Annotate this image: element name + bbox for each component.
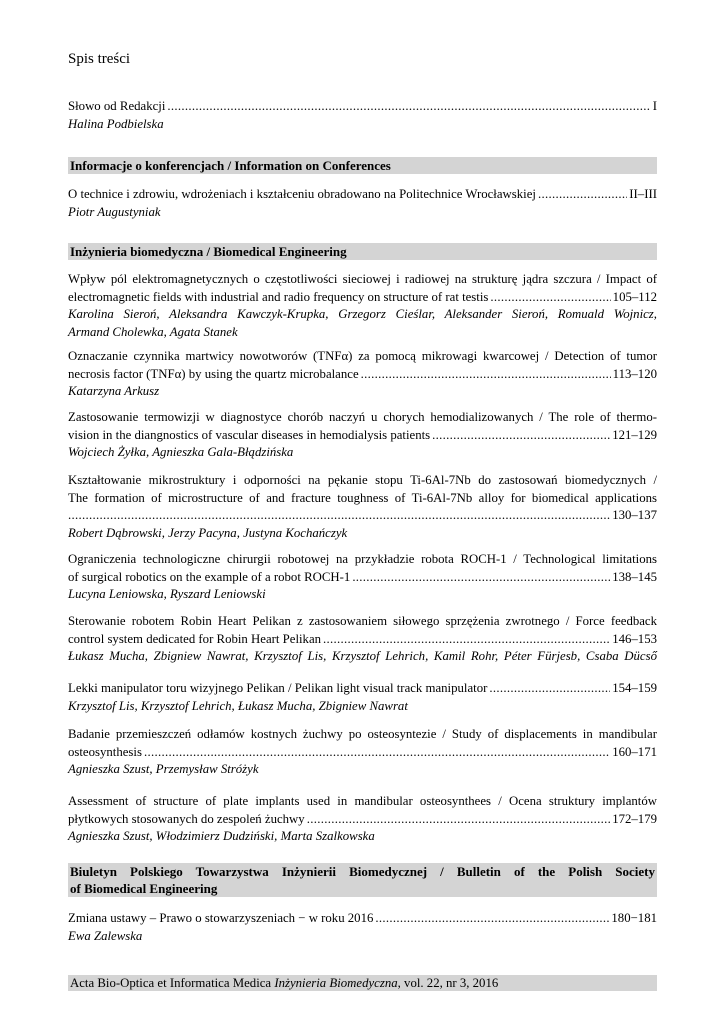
dot-leader (432, 427, 610, 445)
entry-title-line-1: Sterowanie robotem Robin Heart Pelikan z zastosowaniem siłowego sprzężenia zwrotnego / Force feedback (68, 614, 657, 628)
entry-authors: Halina Podbielska (68, 116, 164, 131)
entry-pages: 180−181 (611, 911, 657, 925)
toc-entry-intro[interactable] (68, 98, 657, 133)
dot-leader (323, 631, 610, 649)
entry-title-line-1: Kształtowanie mikrostruktury i odporności na pękanie stopu Ti-6Al-7Nb do zastosowań biomedycznych / (68, 473, 657, 487)
toc-entry-article-1[interactable] (68, 271, 657, 341)
entry-pages: 105–112 (612, 289, 657, 304)
entry-title-line-2: necrosis factor (TNFα) by using the quartz microbalance (68, 366, 359, 381)
entry-authors: Ewa Zalewska (68, 928, 143, 943)
entry-pages: 160–171 (612, 744, 657, 759)
toc-entry-bulletin[interactable] (68, 910, 657, 945)
toc-entry-article-6[interactable] (68, 613, 657, 666)
section-heading-bulletin (68, 863, 657, 897)
entry-title-line-2: płytkowych stosowanych do zespoleń żuchwy (68, 811, 305, 826)
toc-entry-article-8[interactable] (68, 726, 657, 779)
section-heading-biomedical-engineering (68, 243, 657, 260)
entry-title-line-1: Ograniczenia technologiczne chirurgii robotowej na przykładzie robota ROCH-1 / Technological limitations (68, 552, 657, 566)
entry-title-line-1: Badanie przemieszczeń odłamów kostnych żuchwy po osteosyntezie / Study of displacements in mandibular (68, 727, 657, 741)
entry-authors: Wojciech Żyłka, Agnieszka Gala-Błądzińska (68, 445, 294, 460)
entry-pages: II–III (629, 187, 657, 201)
entry-title: Lekki manipulator toru wizyjnego Pelikan / Pelikan light visual track manipulator (68, 681, 488, 695)
entry-title-line-2: osteosynthesis (68, 744, 142, 759)
dot-leader (307, 811, 611, 829)
footer-series: Acta Bio-Optica et Informatica Medica (70, 976, 275, 990)
entry-title: Słowo od Redakcji (68, 99, 166, 113)
dot-leader (68, 507, 610, 525)
entry-title: O technice i zdrowiu, wdrożeniach i kształceniu obradowano na Politechnice Wrocławskiej (68, 187, 536, 201)
footer-volume: , vol. 22, nr 3, 2016 (397, 976, 499, 990)
dot-leader (375, 910, 609, 928)
section-heading-text: Informacje o konferencjach / Information on Conferences (70, 158, 391, 173)
entry-authors: Piotr Augustyniak (68, 204, 161, 219)
dot-leader (167, 98, 650, 116)
toc-entry-conference[interactable] (68, 186, 657, 221)
entry-title-line-2: vision in the diangnostics of vascular diseases in hemodialysis patients (68, 427, 431, 442)
toc-entry-article-4[interactable] (68, 472, 657, 542)
section-heading-text: Inżynieria biomedyczna / Biomedical Engineering (70, 244, 347, 259)
section-heading-line-2: of Biomedical Engineering (70, 881, 218, 896)
toc-entry-article-9[interactable] (68, 793, 657, 846)
entry-authors: Łukasz Mucha, Zbigniew Nawrat, Krzysztof Lis, Krzysztof Lehrich, Kamil Rohr, Péter Fürjesb, Csaba Dücső (68, 649, 657, 664)
entry-title-line-2: electromagnetic fields with industrial and radio frequency on structure of rat testis (68, 289, 489, 304)
footer-journal: Inżynieria Biomedyczna (274, 976, 398, 990)
entry-authors: Robert Dąbrowski, Jerzy Pacyna, Justyna Kochańczyk (68, 525, 348, 540)
dot-leader (490, 289, 610, 307)
dot-leader (144, 744, 610, 762)
entry-pages: 121–129 (612, 427, 657, 442)
entry-authors: Krzysztof Lis, Krzysztof Lehrich, Łukasz Mucha, Zbigniew Nawrat (68, 698, 408, 713)
entry-pages: 138–145 (612, 569, 657, 584)
entry-authors-line-2: Armand Cholewka, Agata Stanek (68, 324, 238, 339)
toc-entry-article-3[interactable] (68, 409, 657, 462)
entry-pages: 154–159 (612, 681, 657, 695)
dot-leader (352, 569, 610, 587)
toc-entry-article-5[interactable] (68, 551, 657, 604)
page-title: Spis treści (68, 51, 131, 67)
dot-leader (361, 366, 611, 384)
entry-authors: Lucyna Leniowska, Ryszard Leniowski (68, 587, 266, 602)
entry-title-line-2: control system dedicated for Robin Heart Pelikan (68, 631, 322, 646)
entry-pages: 130–137 (612, 508, 657, 523)
entry-title-line-1: Wpływ pól elektromagnetycznych o częstotliwości sieciowej i radiowej na strukturę jądra szczura / Impact of (68, 272, 657, 286)
entry-authors: Agnieszka Szust, Włodzimierz Dudziński, Marta Szalkowska (68, 829, 375, 844)
entry-pages: 146–153 (612, 631, 657, 646)
toc-entry-article-2[interactable] (68, 348, 657, 401)
entry-title-line-1: Oznaczanie czynnika martwicy nowotworów (TNFα) za pomocą mikrowagi kwarcowej / Detection of tumor (68, 349, 657, 363)
entry-title-line-1: Assessment of structure of plate implants used in mandibular osteosynthees / Ocena struktury implantów (68, 794, 657, 808)
entry-pages: 113–120 (612, 366, 657, 381)
toc-entry-article-7[interactable] (68, 680, 657, 715)
entry-pages: 172–179 (612, 811, 657, 826)
entry-title-line-2: of surgical robotics on the example of a robot ROCH-1 (68, 569, 351, 584)
page-footer (68, 975, 657, 991)
entry-title-line-2: The formation of microstructure of and fracture toughness of Ti-6Al-7Nb alloy for biomedical applications (68, 490, 657, 505)
entry-authors: Katarzyna Arkusz (68, 384, 160, 399)
dot-leader (489, 680, 610, 698)
entry-authors-line-1: Karolina Sieroń, Aleksandra Kawczyk-Krupka, Grzegorz Cieślar, Aleksander Sieroń, Romuald Wojnicz, (68, 307, 657, 322)
section-heading-conferences (68, 157, 657, 174)
dot-leader (538, 186, 627, 204)
section-heading-line-1: Biuletyn Polskiego Towarzystwa Inżynierii Biomedycznej / Bulletin of the Polish Society (70, 864, 655, 879)
entry-pages: I (652, 99, 657, 113)
entry-authors: Agnieszka Szust, Przemysław Stróżyk (68, 762, 259, 777)
entry-title-line-1: Zastosowanie termowizji w diagnostyce chorób naczyń u chorych hemodializowanych / The role of thermo- (68, 410, 657, 424)
entry-title: Zmiana ustawy – Prawo o stowarzyszeniach − w roku 2016 (68, 911, 374, 925)
